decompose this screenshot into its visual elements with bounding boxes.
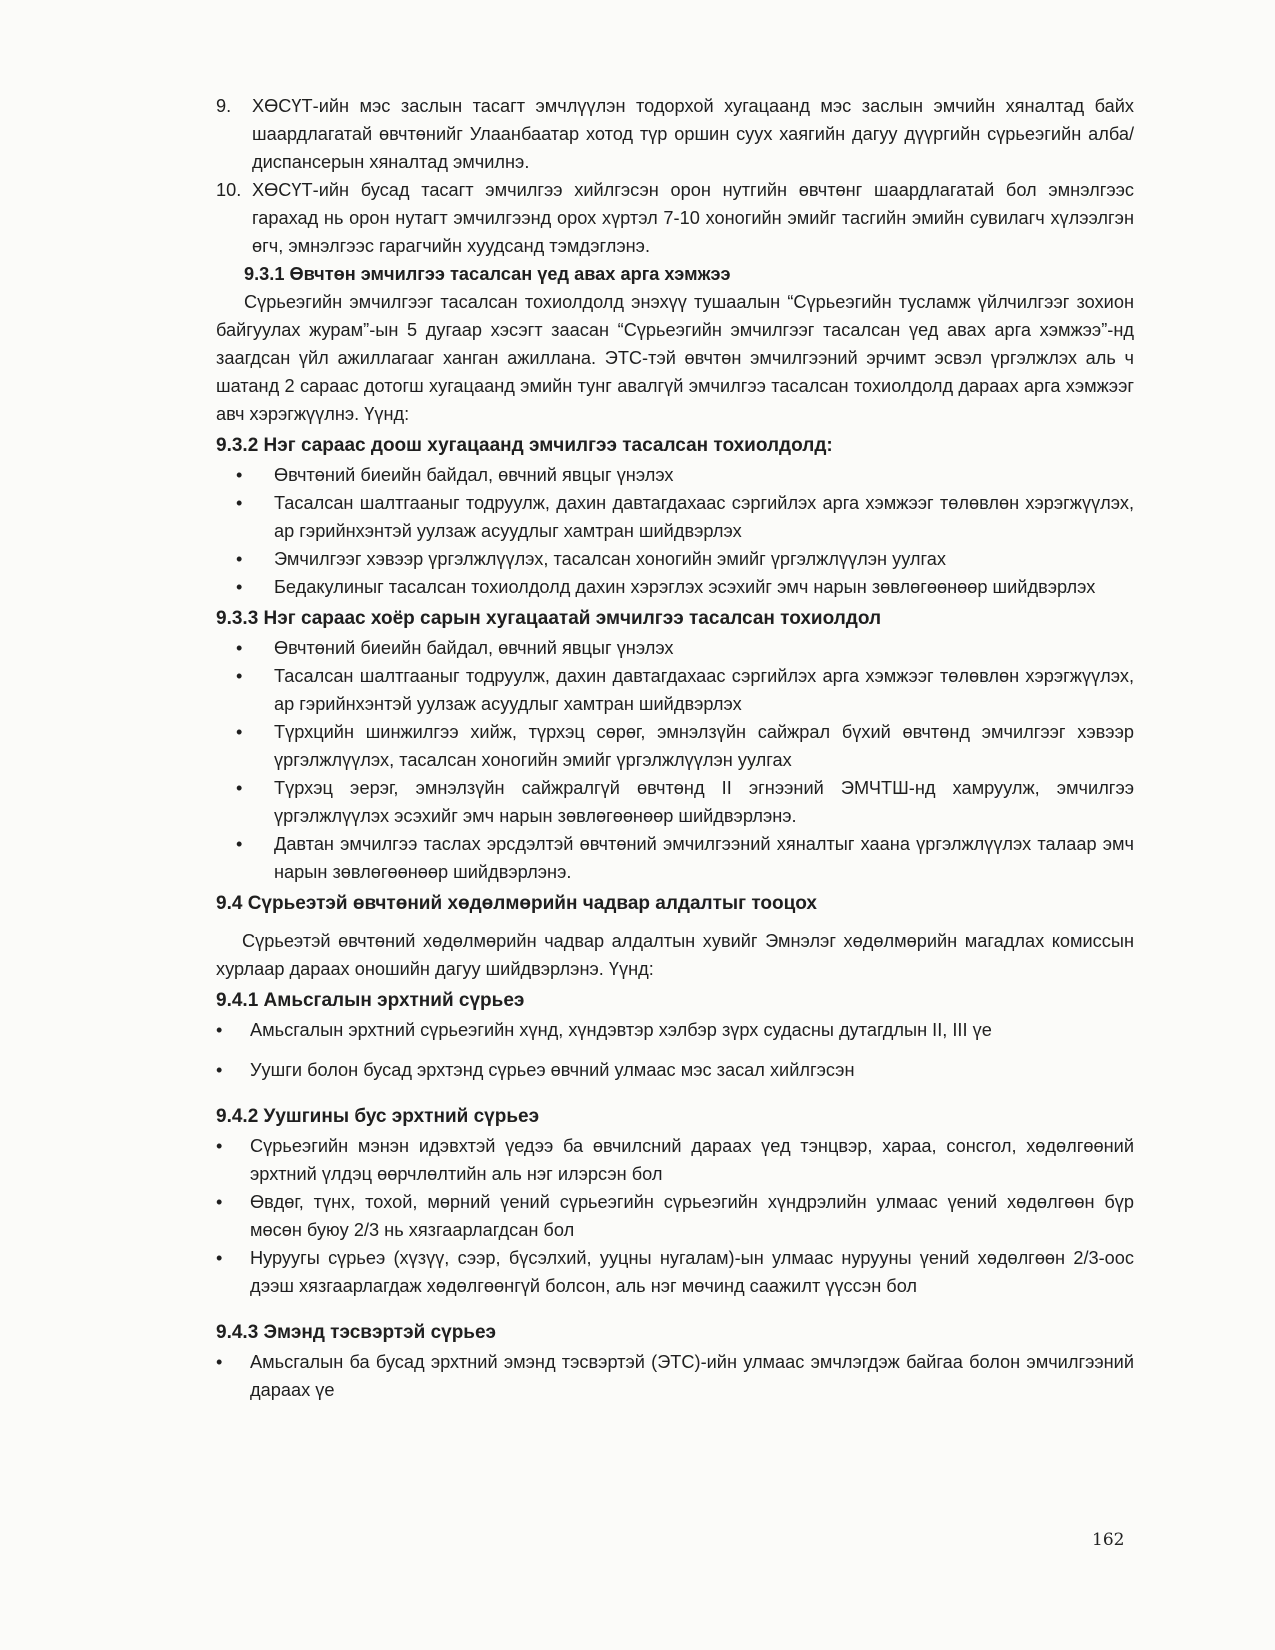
- section-9-3-2-list: [216, 461, 1134, 601]
- section-9-3-1-title: 9.3.1 Өвчтөн эмчилгээ тасалсан үед авах арга хэмжээ: [244, 264, 731, 284]
- section-9-3-3-list: [216, 634, 1134, 886]
- list-item: • Өвдөг, түнх, тохой, мөрний үений сүрьеэгийн сүрьеэгийн хүндрэлийн улмаас үений хөдөлгөөн бүр мөсөн буюу 2/3 нь хязгаарлагдсан бол: [216, 1192, 1134, 1240]
- list-item: • Амьсгалын эрхтний сүрьеэгийн хүнд, хүндэвтэр хэлбэр зүрх судасны дутагдлын II, III үе: [216, 1020, 992, 1040]
- page-number: 162: [1092, 1530, 1125, 1550]
- list-item: • Бедакулиныг тасалсан тохиолдолд дахин хэрэглэх эсэхийг эмч нарын зөвлөгөөнөөр шийдвэрлэх: [236, 577, 1096, 597]
- list-item: • Тасалсан шалтгааныг тодруулж, дахин давтагдахаас сэргийлэх арга хэмжээг төлөвлөн хэрэгжүүлэх, ар гэрийнхэнтэй уулзаж асуудлыг хамтран шийдвэрлэх: [236, 666, 1134, 714]
- section-9-4-3-title: 9.4.3 Эмэнд тэсвэртэй сүрьеэ: [216, 1322, 497, 1343]
- section-9-3-3-title: 9.3.3 Нэг сараас хоёр сарын хугацаатай эмчилгээ тасалсан тохиолдол: [216, 608, 882, 629]
- list-item: • Өвчтөний биеийн байдал, өвчний явцыг үнэлэх: [236, 638, 674, 658]
- section-9-4-2-list: [216, 1132, 1134, 1300]
- list-item: • Өвчтөний биеийн байдал, өвчний явцыг үнэлэх: [236, 465, 674, 485]
- section-9-4-paragraph: Сүрьеэтэй өвчтөний хөдөлмөрийн чадвар алдалтын хувийг Эмнэлэг хөдөлмөрийн магадлах комиссын хурлаар дараах оношийн дагуу шийдвэрлэнэ. Үүнд:: [216, 931, 1134, 979]
- list-item: • Эмчилгээг хэвээр үргэлжлүүлэх, тасалсан хоногийн эмийг үргэлжлүүлэн уулгах: [236, 549, 946, 569]
- numbered-item-10: [216, 176, 1134, 260]
- page-content: [216, 92, 1134, 1404]
- list-item: • Нуруугы сүрьеэ (хүзүү, сээр, бүсэлхий, ууцны нугалам)-ын улмаас нурууны үений хөдөлгөөн 2/3-оос дээш хязгаарлагдаж хөдөлгөөнгүй болсон, аль нэг мөчинд саажилт үүссэн бол: [216, 1248, 1134, 1296]
- item-number: 9.: [216, 96, 232, 116]
- list-item: • Давтан эмчилгээ таслах эрсдэлтэй өвчтөний эмчилгээний хяналтыг хаана үргэлжлүүлэх талаар эмч нарын зөвлөгөөнөөр шийдвэрлэнэ.: [236, 834, 1134, 882]
- item-text: ХӨСҮТ-ийн бусад тасагт эмчилгээ хийлгэсэн орон нутгийн өвчтөнг шаардлагатай бол эмнэлгээс гарахад нь орон нутагт эмчилгээнд орох хүртэл 7-10 хоногийн эмийг тасгийн эмийн сувилагч хүлээлгэн өгч, эмнэлгээс гарагчийн хуудсанд тэмдэглэнэ.: [252, 180, 1134, 256]
- list-item: • Түрхэц эерэг, эмнэлзүйн сайжралгүй өвчтөнд II эгнээний ЭМЧТШ-нд хамруулж, эмчилгээ үргэлжлүүлэх эсэхийг эмч нарын зөвлөгөөнөөр шийдвэрлэнэ.: [236, 778, 1134, 826]
- section-9-4-3-list: [216, 1348, 1134, 1404]
- list-item: • Тасалсан шалтгааныг тодруулж, дахин давтагдахаас сэргийлэх арга хэмжээг төлөвлөн хэрэгжүүлэх, ар гэрийнхэнтэй уулзаж асуудлыг хамтран шийдвэрлэх: [236, 493, 1134, 541]
- section-9-4-title: 9.4 Сүрьеэтэй өвчтөний хөдөлмөрийн чадвар алдалтыг тооцох: [216, 893, 817, 914]
- list-item: • Сүрьеэгийн мэнэн идэвхтэй үедээ ба өвчилсний дараах үед тэнцвэр, хараа, сонсгол, хөдөлгөөний эрхтний үлдэц өөрчлөлтийн аль нэг илэрсэн бол: [216, 1136, 1134, 1184]
- list-item: • Түрхцийн шинжилгээ хийж, түрхэц сөрөг, эмнэлзүйн сайжрал бүхий өвчтөнд эмчилгээг хэвээр үргэлжлүүлэх, тасалсан хоногийн эмийг үргэлжлүүлэн уулгах: [236, 722, 1134, 770]
- section-9-3-2-title: 9.3.2 Нэг сараас доош хугацаанд эмчилгээ тасалсан тохиолдолд:: [216, 435, 833, 456]
- numbered-item-9: [216, 92, 1134, 176]
- item-number: 10.: [216, 180, 242, 200]
- section-9-4-2-title: 9.4.2 Уушгины бус эрхтний сүрьеэ: [216, 1106, 540, 1127]
- list-item: • Амьсгалын ба бусад эрхтний эмэнд тэсвэртэй (ЭТС)-ийн улмаас эмчлэгдэж байгаа болон эмчилгээний дараах үе: [216, 1352, 1134, 1400]
- section-9-4-1-list: [216, 1016, 1134, 1084]
- list-item: • Уушги болон бусад эрхтэнд сүрьеэ өвчний улмаас мэс засал хийлгэсэн: [216, 1060, 855, 1080]
- item-text: ХӨСҮТ-ийн мэс заслын тасагт эмчлүүлэн тодорхой хугацаанд мэс заслын эмчийн хяналтад байх шаардлагатай өвчтөнийг Улаанбаатар хотод түр оршин суух хаягийн дагуу дүүргийн сүрьеэгийн алба/диспансерын хяналтад эмчилнэ.: [252, 96, 1134, 172]
- section-9-3-1-paragraph: Сүрьеэгийн эмчилгээг тасалсан тохиолдолд энэхүү тушаалын “Сүрьеэгийн тусламж үйлчилгээг зохион байгуулах журам”-ын 5 дугаар хэсэгт заасан “Сүрьеэгийн эмчилгээг тасалсан үед авах арга хэмжээ”-нд заагдсан үйл ажиллагааг ханган ажиллана. ЭТС-тэй өвчтөн эмчилгээний эрчимт эсвэл үргэлжлэх аль ч шатанд 2 сараас дотогш хугацаанд эмийн тунг авалгүй эмчилгээ тасалсан тохиолдолд дараах арга хэмжээг авч хэрэгжүүлнэ. Үүнд:: [216, 292, 1134, 424]
- section-9-4-1-title: 9.4.1 Амьсгалын эрхтний сүрьеэ: [216, 990, 525, 1011]
